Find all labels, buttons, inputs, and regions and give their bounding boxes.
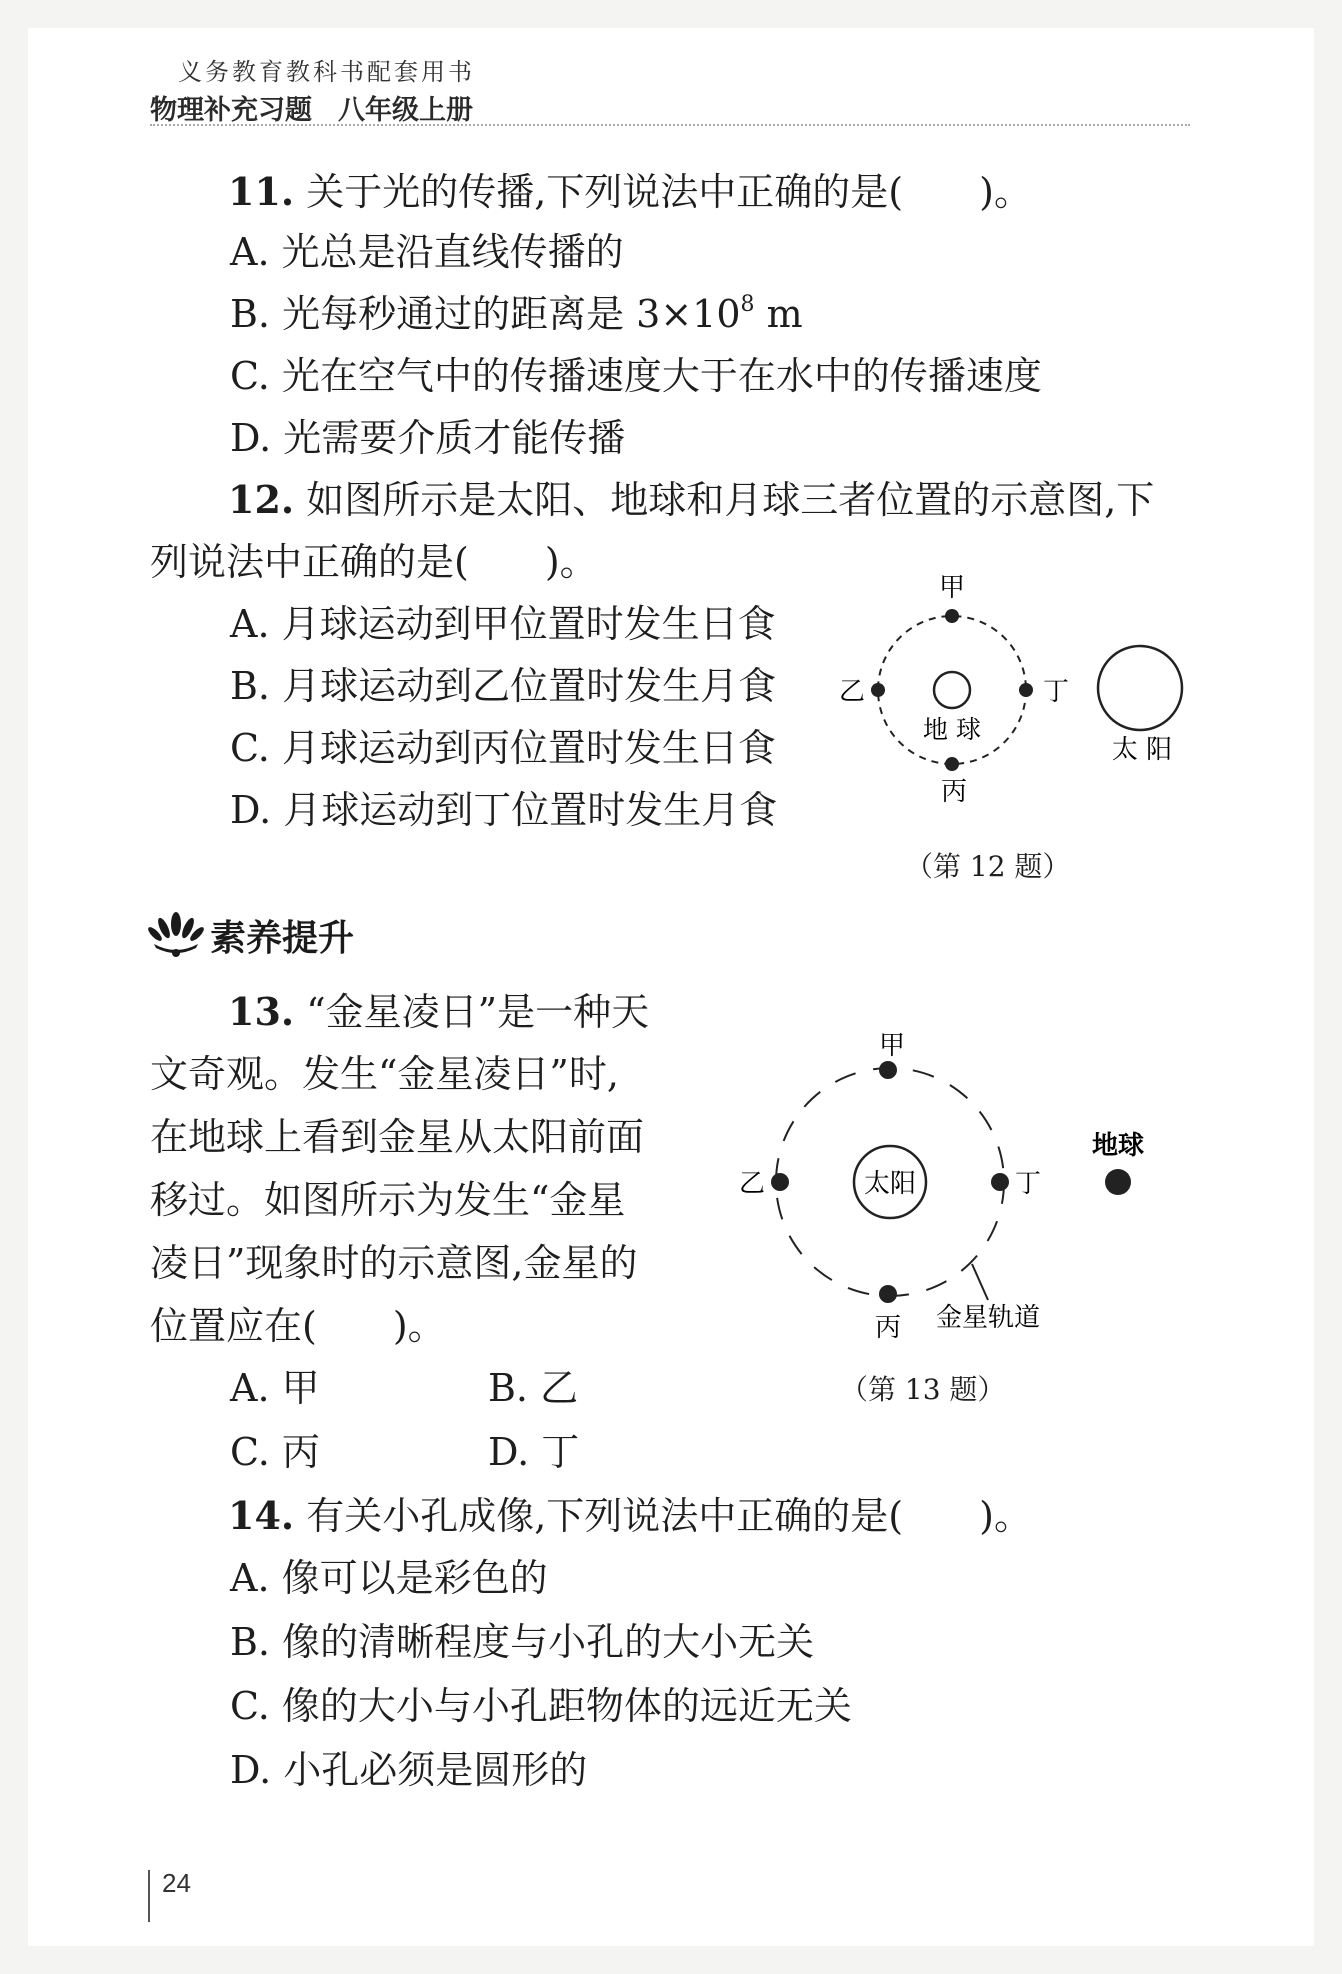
q13-caption: （第 13 题） bbox=[840, 1373, 1006, 1406]
q14-text: 有关小孔成像,下列说法中正确的是( )。 bbox=[306, 1494, 1032, 1538]
label-jia: 甲 bbox=[878, 1031, 906, 1061]
orbit-pointer bbox=[972, 1264, 988, 1300]
q12-option-a: A. 月球运动到甲位置时发生日食 bbox=[230, 602, 776, 646]
grade-name: 八年级上册 bbox=[338, 95, 473, 126]
book-title bbox=[150, 88, 473, 127]
venus-pos-bing bbox=[879, 1285, 897, 1303]
venus-pos-jia bbox=[879, 1061, 897, 1079]
q14-stem bbox=[228, 1492, 1032, 1540]
label-earth: 地球 bbox=[1091, 1131, 1145, 1161]
label-orbit: 金星轨道 bbox=[935, 1303, 1041, 1333]
q13-option-d: D. 丁 bbox=[488, 1430, 580, 1474]
q12-number: 12. bbox=[228, 477, 295, 522]
q12-stem-line2: 列说法中正确的是( )。 bbox=[150, 540, 598, 584]
venus-pos-yi bbox=[771, 1173, 789, 1191]
earth-dot bbox=[1105, 1169, 1131, 1195]
q11-option-b-exponent: 8 bbox=[740, 292, 755, 317]
moon-pos-bing bbox=[945, 757, 959, 771]
q11-option-b-text: B. 光每秒通过的距离是 3×10 bbox=[230, 292, 741, 336]
label-ding: 丁 bbox=[1014, 1169, 1042, 1199]
q12-figure bbox=[820, 560, 1200, 880]
moon-pos-ding bbox=[1019, 683, 1033, 697]
q14-option-d: D. 小孔必须是圆形的 bbox=[230, 1748, 588, 1792]
q13-line3: 在地球上看到金星从太阳前面 bbox=[150, 1115, 645, 1159]
label-sun: 太阳 bbox=[863, 1169, 917, 1199]
q13-line6: 位置应在( )。 bbox=[150, 1304, 446, 1348]
label-jia: 甲 bbox=[938, 573, 966, 603]
book-name: 物理补充习题 bbox=[150, 95, 312, 126]
label-bing: 丙 bbox=[940, 777, 968, 807]
q13-option-b: B. 乙 bbox=[488, 1366, 579, 1410]
label-sun: 太 阳 bbox=[1111, 735, 1173, 765]
q13-figure bbox=[720, 1020, 1180, 1350]
q12-text1: 如图所示是太阳、地球和月球三者位置的示意图,下 bbox=[306, 478, 1155, 522]
q13-line5: 凌日”现象时的示意图,金星的 bbox=[150, 1241, 638, 1285]
q11-option-d: D. 光需要介质才能传播 bbox=[230, 416, 626, 460]
q13-text1: “金星凌日”是一种天 bbox=[306, 990, 650, 1034]
q13-option-c: C. 丙 bbox=[230, 1430, 320, 1474]
q12-caption: （第 12 题） bbox=[905, 850, 1071, 883]
q12-option-d: D. 月球运动到丁位置时发生月食 bbox=[230, 788, 778, 832]
q11-option-b-unit: m bbox=[754, 292, 803, 336]
earth-circle bbox=[934, 672, 970, 708]
q13-line2: 文奇观。发生“金星凌日”时, bbox=[150, 1052, 619, 1096]
q11-stem bbox=[228, 168, 1032, 216]
page-number: 24 bbox=[162, 1868, 191, 1898]
q11-option-c: C. 光在空气中的传播速度大于在水中的传播速度 bbox=[230, 354, 1042, 398]
laurel-icon bbox=[148, 910, 204, 958]
q14-number: 14. bbox=[228, 1493, 295, 1538]
q11-number: 11. bbox=[228, 169, 295, 214]
label-yi: 乙 bbox=[738, 1169, 766, 1199]
q12-option-c: C. 月球运动到丙位置时发生日食 bbox=[230, 726, 776, 770]
sun-circle bbox=[1098, 646, 1182, 730]
q13-number: 13. bbox=[228, 989, 295, 1034]
label-ding: 丁 bbox=[1042, 677, 1070, 707]
q14-option-b: B. 像的清晰程度与小孔的大小无关 bbox=[230, 1620, 815, 1664]
q11-option-a: A. 光总是沿直线传播的 bbox=[230, 230, 624, 274]
label-yi: 乙 bbox=[838, 677, 866, 707]
q13-line4: 移过。如图所示为发生“金星 bbox=[150, 1178, 626, 1222]
moon-pos-yi bbox=[871, 683, 885, 697]
section-title: 素养提升 bbox=[210, 918, 355, 959]
q13-option-a: A. 甲 bbox=[230, 1366, 320, 1410]
page-number-rule bbox=[148, 1870, 150, 1922]
q12-option-b: B. 月球运动到乙位置时发生月食 bbox=[230, 664, 777, 708]
q11-option-b bbox=[230, 290, 803, 338]
header-divider bbox=[150, 124, 1190, 126]
label-bing: 丙 bbox=[874, 1313, 902, 1343]
section-heading bbox=[148, 910, 354, 961]
venus-pos-ding bbox=[991, 1173, 1009, 1191]
moon-pos-jia bbox=[945, 609, 959, 623]
label-earth: 地 球 bbox=[923, 715, 981, 744]
q13-line1 bbox=[228, 988, 649, 1036]
q14-option-c: C. 像的大小与小孔距物体的远近无关 bbox=[230, 1684, 852, 1728]
series-title: 义务教育教科书配套用书 bbox=[178, 58, 475, 86]
q11-text: 关于光的传播,下列说法中正确的是( )。 bbox=[306, 170, 1032, 214]
q12-stem-line1 bbox=[228, 476, 1154, 524]
q14-option-a: A. 像可以是彩色的 bbox=[230, 1556, 548, 1600]
